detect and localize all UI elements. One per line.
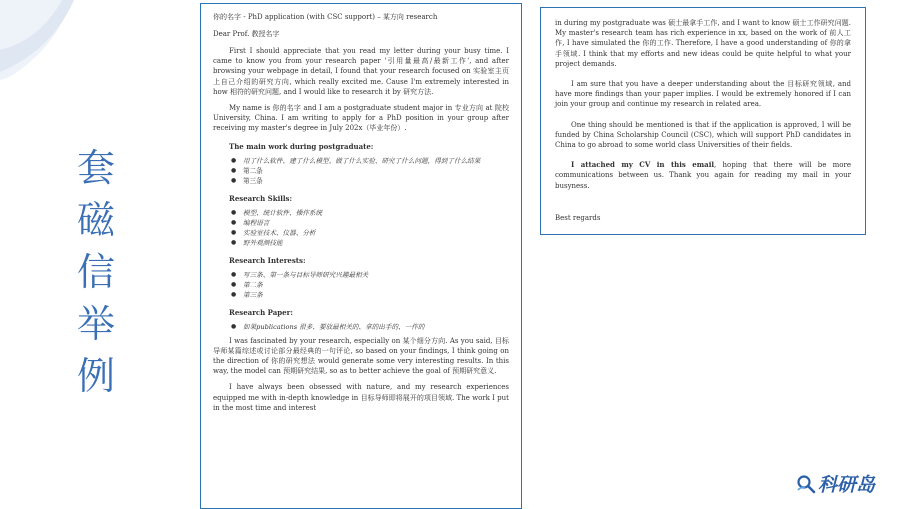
- list-item: ● 用了什么软件、建了什么模型、做了什么实验、研究了什么问题，得到了什么结果: [243, 156, 509, 166]
- vertical-title-char: 套: [76, 146, 115, 190]
- brand-logo-text: 科研岛: [818, 474, 876, 496]
- section-heading-skills: Research Skills:: [229, 193, 293, 203]
- letter-paragraph: My name is 你的名字 and I am a postgraduate student major in 专业方向 at 院校 University, China. I am writing to apply for a PhD position in your group after receiving my master's degree in July 202x（毕业年份）.: [213, 104, 509, 133]
- letter-page-1: [200, 3, 522, 509]
- section-heading-interests: Research Interests:: [229, 255, 306, 265]
- vertical-title-char: 举: [76, 302, 115, 346]
- list-item: ● 模型、统计软件、操作系统: [243, 208, 509, 218]
- letter-paragraph: in during my postgraduate was 硕士最拿手工作, and I want to know 硕士工作研究问题. My master's research team has rich experience in xx, based on the work of 前人工作, I have simulated the 你的工作. Therefore, I have a good understanding of 你的拿手领域. I think that my efforts and new ideas could be quite helpful to what your project demands.: [555, 19, 851, 68]
- vertical-title-char: 信: [76, 250, 115, 294]
- paper-list: [213, 322, 509, 332]
- list-item: ● 编程语言: [243, 218, 509, 228]
- letter-paragraph: One thing should be mentioned is that if the application is approved, I will be funded by China Scholarship Council (CSC), which will support PhD candidates in China to go abroad to some world class Universities of their fields.: [555, 120, 851, 150]
- section-heading-work: The main work during postgraduate:: [229, 141, 374, 151]
- list-item: ● 第二条: [243, 280, 509, 290]
- list-item: ● 第三条: [243, 290, 509, 300]
- section-heading-paper: Research Paper:: [229, 307, 293, 317]
- letter-header: 你的名字 - PhD application (with CSC support) – 某方向 research: [213, 13, 438, 21]
- skills-list: [213, 208, 509, 248]
- interests-list: [213, 270, 509, 300]
- letter-closing: Best regards: [555, 213, 601, 222]
- list-item: ● 第三条: [243, 176, 509, 186]
- closing-sentence: , hoping that there will be more communications between us. Thank you again for reading my mail in your busyness.: [555, 161, 851, 190]
- attachment-note: I attached my CV in this email: [571, 160, 715, 170]
- list-item: ● 野外观测技能: [243, 238, 509, 248]
- vertical-title: [66, 142, 126, 402]
- list-item: ● 写三条、第一条与目标导师研究兴趣最相关: [243, 270, 509, 280]
- letter-paragraph: I have always been obsessed with nature, and my research experiences equipped me with in-depth knowledge in 目标导师即将展开的项目领域. The work I put in the most time and interest: [213, 383, 509, 412]
- letter-paragraph: I was fascinated by your research, especially on 某个细分方向. As you said, 目标导师某篇综述或讨论部分最经典的一句评论, so based on your findings, I think going on the direction of 你的研究想法 would generate some very interesting results. In this way, the model can 预期研究结果, so as to better achieve the goal of 预期研究意义.: [213, 336, 509, 376]
- letter-paragraph: [555, 160, 851, 191]
- brand-logo: [796, 470, 875, 497]
- list-item: ● 第二条: [243, 166, 509, 176]
- letter-paragraph: First I should appreciate that you read my letter during your busy time. I came to know you from your research paper '引用量最高/最新工作', and after browsing your webpage in detail, I found that your research focused on 实验室主页上自己介绍的研究方向, which really excited me. Cause I'm extremely interested in how 相符的研究问题, and I would like to research it by 研究方法.: [213, 47, 509, 96]
- decorative-swoosh: [0, 0, 80, 80]
- vertical-title-char: 磁: [76, 198, 115, 242]
- search-icon: [796, 474, 816, 494]
- letter-page-2: [540, 7, 866, 235]
- letter-paragraph: I am sure that you have a deeper understanding about the 目标研究领域, and have more findings than your paper implies. I would be extremely honored if I can join your group and continue my research in related area.: [555, 80, 851, 109]
- work-list: [213, 156, 509, 186]
- letter-greeting: Dear Prof. 教授名字: [213, 30, 280, 38]
- list-item: ● 实验室技术、仪器、分析: [243, 228, 509, 238]
- list-item: ● 如果publications 很多、要放最相关的、拿的出手的、一作的: [243, 322, 509, 332]
- vertical-title-char: 例: [76, 354, 115, 398]
